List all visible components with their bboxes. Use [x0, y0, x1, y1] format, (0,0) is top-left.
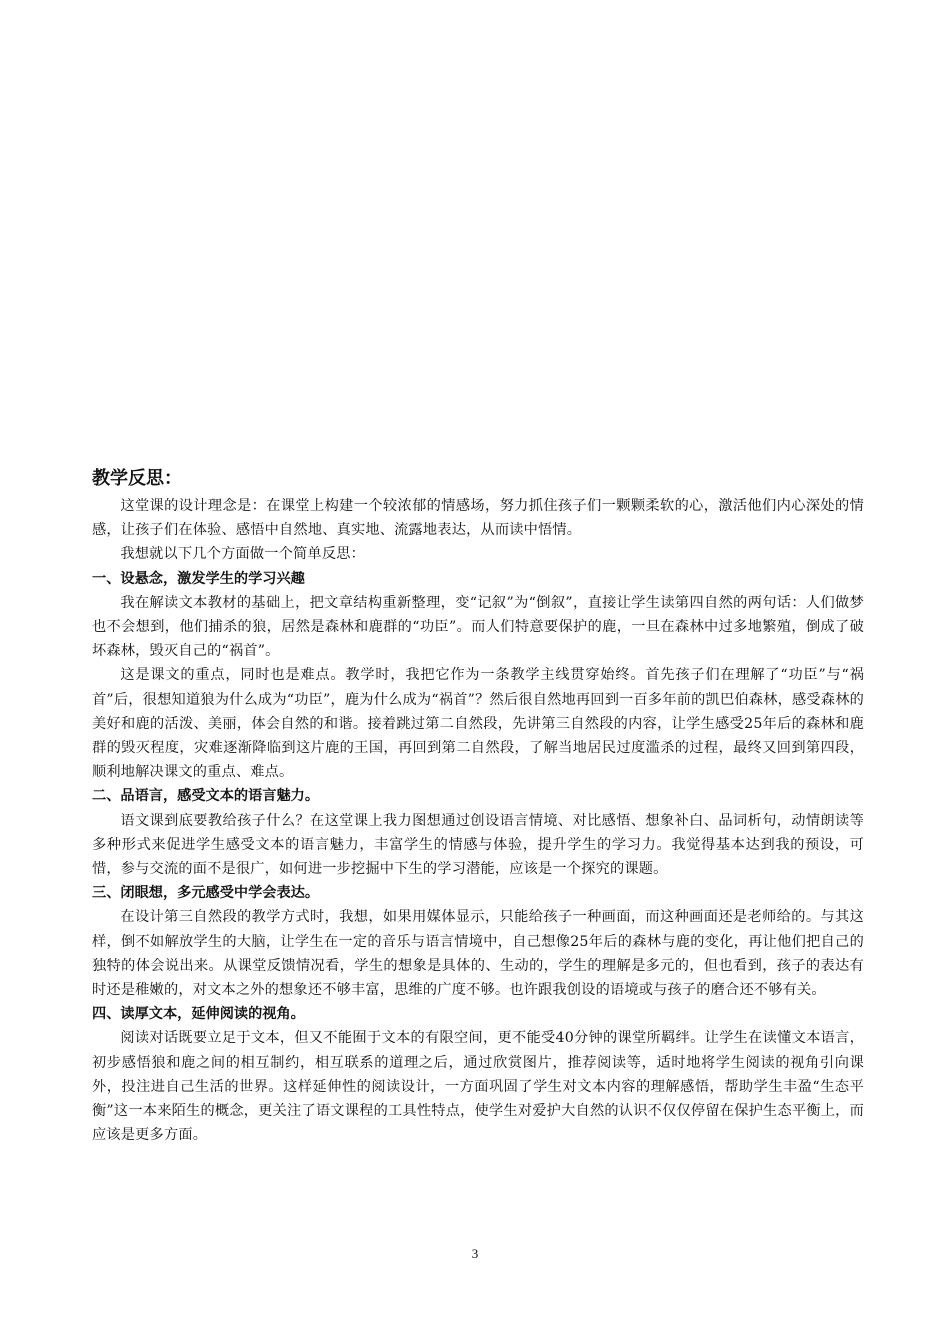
heading-1: 一、设悬念，激发学生的学习兴趣: [92, 570, 305, 587]
heading-3: 三、闭眼想，多元感受中学会表达。: [92, 885, 320, 902]
paragraph-2: 语文课到底要教给孩子什么？在这堂课上我力图想通过创设语言情境、对比感悟、想象补白、品词析句，动情朗读等多种形式来促进学生感受文本的语言魅力，丰富学生的情感与体验，提升学生的学习力。我觉得基本达到我的预设，可惜，参与交流的面不是很广，如何进一步挖掘中下生的学习潜能，应该是一个探究的课题。: [92, 812, 864, 878]
paragraph-1a: 我在解读文本教材的基础上，把文章结构重新整理，变“记叙”为“倒叙”，直接让学生读第四自然的两句话：人们做梦也不会想到，他们捕杀的狼，居然是森林和鹿群的“功臣”。而人们特意要保护的鹿，一旦在森林中过多地繁殖，倒成了破坏森林，毁灭自己的“祸首”。: [92, 594, 864, 660]
document-body: [92, 466, 864, 1147]
paragraph-1b: 这是课文的重点，同时也是难点。教学时，我把它作为一条教学主线贯穿始终。首先孩子们在理解了“功臣”与“祸首”后，很想知道狼为什么成为“功臣”，鹿为什么成为“祸首”？然后很自然地再回到一百多年前的凯巴伯森林，感受森林的美好和鹿的活泼、美丽，体会自然的和谐。接着跳过第二自然段，先讲第三自然段的内容，让学生感受25年后的森林和鹿群的毁灭程度，灾难逐渐降临到这片鹿的王国，再回到第二自然段，了解当地居民过度滥杀的过程，最终又回到第四段，顺利地解决课文的重点、难点。: [92, 667, 864, 781]
heading-4: 四、读厚文本，延伸阅读的视角。: [92, 1006, 305, 1023]
section-title: 教学反思：: [92, 468, 182, 489]
paragraph-lead: 我想就以下几个方面做一个简单反思：: [120, 546, 365, 563]
paragraph-3: 在设计第三自然段的教学方式时，我想，如果用媒体显示，只能给孩子一种画面，而这种画面还是老师给的。与其这样，倒不如解放学生的大脑，让学生在一定的音乐与语言情境中，自己想像25年后的森林与鹿的变化，再让他们把自己的独特的体会说出来。从课堂反馈情况看，学生的想象是具体的、生动的，学生的理解是多元的，但也看到，孩子的表达有时还是稚嫩的，对文本之外的想象还不够丰富，思维的广度不够。也许跟我创设的语境或与孩子的磨合还不够有关。: [92, 909, 864, 999]
paragraph-intro: 这堂课的设计理念是：在课堂上构建一个较浓郁的情感场，努力抓住孩子们一颗颗柔软的心，激活他们内心深处的情感，让孩子们在体验、感悟中自然地、真实地、流露地表达，从而读中悟情。: [92, 498, 864, 539]
page-number: 3: [471, 1246, 479, 1261]
heading-2: 二、品语言，感受文本的语言魅力。: [92, 788, 320, 805]
paragraph-4: 阅读对话既要立足于文本，但又不能囿于文本的有限空间，更不能受40分钟的课堂所羁绊。让学生在读懂文本语言，初步感悟狼和鹿之间的相互制约，相互联系的道理之后，通过欣赏图片，推荐阅读等，适时地将学生阅读的视角引向课外，投注进自己生活的世界。这样延伸性的阅读设计，一方面巩固了学生对文本内容的理解感悟，帮助学生丰盈“生态平衡”这一本来陌生的概念，更关注了语文课程的工具性特点，使学生对爱护大自然的认识不仅仅停留在保护生态平衡上，而应该是更多方面。: [92, 1030, 864, 1144]
